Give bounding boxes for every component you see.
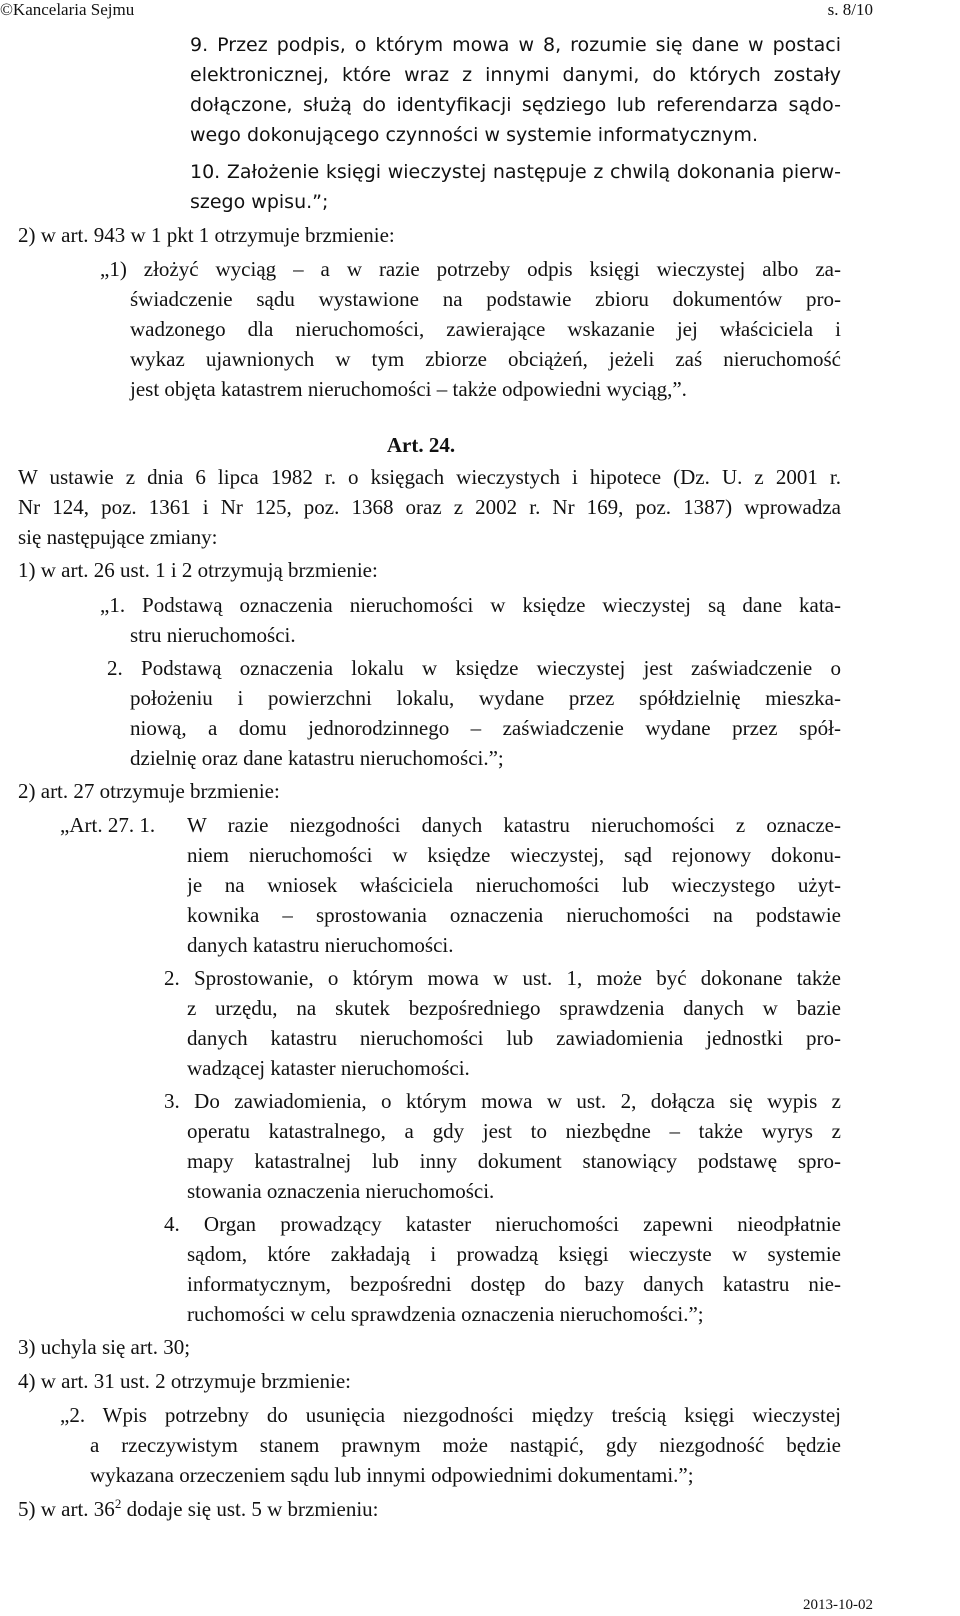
art-27-ust-1-line-1: W razie niezgodności danych katastru nieruchomości z oznacze- [187,813,841,837]
art-27-ust-1-line-4: kownika – sprostowania oznaczenia nieruchomości na podstawie [187,903,841,927]
item-4-art-31: 4) w art. 31 ust. 2 otrzymuje brzmienie: [18,1369,351,1393]
para-9-line-1: 9. Przez podpis, o którym mowa w 8, rozumie się dane w postaci [190,34,841,56]
quote-1-line-5: jest objęta katastrem nieruchomości – także odpowiedni wyciąg,”. [130,377,687,401]
art-26-ust-2-line-2: położeniu i powierzchni lokalu, wydane przez spółdzielnię mieszka- [130,686,841,710]
art-27-ust-1-line-2: niem nieruchomości w księdze wieczystej, sąd rejonowy dokonu- [187,843,841,867]
item-5-suffix: dodaje się ust. 5 w brzmieniu: [121,1497,379,1521]
art-27-ust-3-line-2: operatu katastralnego, a gdy jest to niezbędne – także wyrys z [187,1119,841,1143]
para-10-line-2: szego wpisu.”; [190,191,329,213]
header-page-number: s. 8/10 [827,0,873,19]
header-copyright: ©Kancelaria Sejmu [0,0,135,19]
art-26-ust-1-line-2: stru nieruchomości. [130,623,296,647]
art-27-ust-2-line-2: z urzędu, na skutek bezpośredniego sprawdzenia danych w bazie [187,996,841,1020]
footer-date: 2013-10-02 [803,1597,873,1613]
art-27-ust-4-line-4: ruchomości w celu sprawdzenia oznaczenia nieruchomości.”; [187,1302,704,1326]
quote-1-line-2: świadczenie sądu wystawione na podstawie zbioru dokumentów pro- [130,287,841,311]
intro-line-1: W ustawie z dnia 6 lipca 1982 r. o księgach wieczystych i hipotece (Dz. U. z 2001 r. [18,465,841,489]
art-26-ust-2-line-4: dzielnię oraz dane katastru nieruchomości.”; [130,746,504,770]
art-27-ust-2-line-4: wadzącej kataster nieruchomości. [187,1056,470,1080]
art-27-ust-3-line-1: 3. Do zawiadomienia, o którym mowa w ust. 2, dołącza się wypis z [164,1089,841,1113]
art-26-ust-2-line-1: 2. Podstawą oznaczenia lokalu w księdze wieczystej jest zaświadczenie o [107,656,841,680]
quote-1-line-3: wadzonego dla nieruchomości, zawierające wskazanie jej właściciela i [130,317,841,341]
para-10-line-1: 10. Założenie księgi wieczystej następuje z chwilą dokonania pierw- [190,161,841,183]
quote-1-line-1: „1) złożyć wyciąg – a w razie potrzeby odpis księgi wieczystej albo za- [100,257,841,281]
quote-2-line-3: wykazana orzeczeniem sądu lub innymi odpowiednimi dokumentami.”; [90,1463,694,1487]
item-5-prefix: 5) w art. 36 [18,1497,115,1521]
item-2-art-27: 2) art. 27 otrzymuje brzmienie: [18,779,280,803]
intro-line-3: się następujące zmiany: [18,525,218,549]
art-27-ust-1-line-5: danych katastru nieruchomości. [187,933,454,957]
intro-line-2: Nr 124, poz. 1361 i Nr 125, poz. 1368 oraz z 2002 r. Nr 169, poz. 1387) wprowadza [18,495,841,519]
art-27-ust-4-line-1: 4. Organ prowadzący kataster nieruchomości zapewni nieodpłatnie [164,1212,841,1236]
item-1-art-26: 1) w art. 26 ust. 1 i 2 otrzymują brzmienie: [18,558,378,582]
art-27-lead: „Art. 27. 1. [60,813,156,837]
item-5-art-36-2 [18,1494,379,1524]
art-27-ust-3-line-3: mapy katastralnej lub inny dokument stanowiący podstawę spro- [187,1149,841,1173]
art-27-ust-4-line-2: sądom, które zakładają i prowadzą księgi wieczyste w systemie [187,1242,841,1266]
art-27-ust-2-line-1: 2. Sprostowanie, o którym mowa w ust. 1, może być dokonane także [164,966,841,990]
quote-2-line-1: „2. Wpis potrzebny do usunięcia niezgodności między treścią księgi wieczystej [60,1403,841,1427]
item-2-art-943: 2) w art. 943 w 1 pkt 1 otrzymuje brzmienie: [18,223,395,247]
quote-2-line-2: a rzeczywistym stanem prawnym może nastąpić, gdy niezgodność będzie [90,1433,841,1457]
quote-1-line-4: wykaz ujawnionych w tym zbiorze obciążeń, jeżeli zaś nieruchomość [130,347,841,371]
art-26-ust-2-line-3: niową, a domu jednorodzinnego – zaświadczenie wydane przez spół- [130,716,841,740]
art-26-ust-1-line-1: „1. Podstawą oznaczenia nieruchomości w księdze wieczystej są dane kata- [100,593,841,617]
art-27-ust-1-line-3: je na wniosek właściciela nieruchomości lub wieczystego użyt- [187,873,841,897]
art-27-ust-2-line-3: danych katastru nieruchomości lub zawiadomienia jednostki pro- [187,1026,841,1050]
para-9-line-4: wego dokonującego czynności w systemie informatycznym. [190,124,758,146]
art-27-ust-4-line-3: informatycznym, bezpośredni dostęp do bazy danych katastru nie- [187,1272,841,1296]
para-9-line-2: elektronicznej, które wraz z innymi danymi, do których zostały [190,64,841,86]
art-27-ust-3-line-4: stowania oznaczenia nieruchomości. [187,1179,495,1203]
article-24-heading: Art. 24. [386,433,456,457]
item-5-superscript: 2 [114,1496,122,1511]
para-9-line-3: dołączone, służą do identyfikacji sędziego lub referendarza sądo- [190,94,841,116]
item-3-art-30: 3) uchyla się art. 30; [18,1335,191,1359]
